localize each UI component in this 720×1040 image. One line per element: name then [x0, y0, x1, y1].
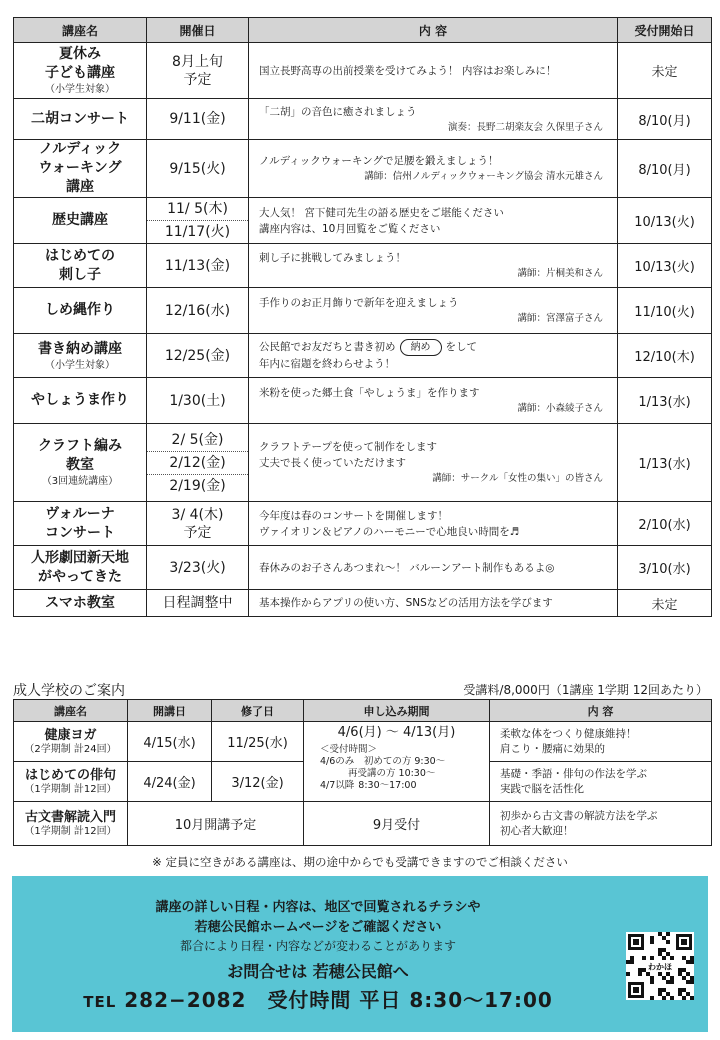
qr-module [678, 992, 682, 996]
qr-module [630, 960, 634, 964]
qr-module [658, 948, 662, 952]
lecture-desc-line: 基本操作からアプリの使い方、SNSなどの活用方法を学びます [259, 597, 553, 609]
adult-header-open: 開講日 [128, 700, 212, 722]
adult-header-apply: 申し込み期間 [304, 700, 490, 722]
lecture-name-line: 教室 [66, 457, 94, 473]
registration-start: 10/13(火) [618, 244, 712, 288]
lecture-desc-line: ヴァイオリン＆ピアノのハーモニーで心地良い時間を♬ [259, 525, 520, 538]
lecture-name-line: 刺し子 [59, 266, 101, 283]
apply-day1-repeat [320, 768, 489, 780]
lecture-date [147, 502, 249, 546]
apply-hours-label: ＜受付時間＞ [320, 744, 378, 755]
schedule-row [14, 590, 712, 617]
qr-module [630, 956, 634, 960]
lecture-name-line: 講座 [66, 179, 94, 195]
qr-module [658, 992, 662, 996]
header-date: 開催日 [147, 18, 249, 43]
qr-module [642, 968, 646, 972]
schedule-row [14, 424, 712, 502]
lecture-name-line: 二胡コンサート [31, 110, 129, 127]
lecture-content [249, 244, 618, 288]
qr-module [626, 972, 630, 976]
adult-course-title: 健康ヨガ [44, 727, 97, 743]
adult-course-name [14, 802, 128, 846]
schedule-row [14, 334, 712, 378]
qr-module [678, 988, 682, 992]
lecture-content [249, 590, 618, 617]
qr-module [638, 972, 642, 976]
qr-module [662, 988, 666, 992]
qr-module [682, 968, 686, 972]
lecture-date-line: 11/13(金) [164, 257, 231, 274]
lecture-date-line: 12/25(金) [164, 347, 231, 364]
lecture-name-line: スマホ教室 [45, 594, 115, 611]
adult-course-content [490, 762, 712, 802]
adult-desc-line: 基礎・季語・俳句の作法を学ぶ [500, 767, 647, 780]
lecture-content [249, 140, 618, 198]
qr-module [686, 960, 690, 964]
schedule-row [14, 244, 712, 288]
lecture-name [14, 502, 147, 546]
header-registration-start: 受付開始日 [618, 18, 712, 43]
reception-hours: 受付時間 平日 8:30～17:00 [267, 988, 553, 1012]
apply-day2-row [320, 780, 489, 792]
lecture-date-line: 2/ 5(金) [171, 431, 224, 448]
qr-module [658, 932, 662, 936]
lecture-name-line: しめ縄作り [45, 302, 115, 318]
qr-code-icon[interactable] [626, 932, 694, 1000]
lecture-date [147, 424, 249, 502]
lecture-date-line: 9/15(火) [169, 160, 226, 177]
contact-heading: お問合せは 若穂公民館へ [227, 962, 409, 981]
qr-module [690, 980, 694, 984]
phone-icon: TEL [83, 993, 117, 1011]
adult-course-term: （1学期制 計12回） [24, 783, 117, 795]
lecture-date-line: 2/12(金) [147, 451, 248, 474]
lecture-desc-line: 刺し子に挑戦してみましょう！ [259, 252, 406, 264]
lecture-date [147, 334, 249, 378]
kakizome-text: をして [445, 341, 477, 353]
lecture-date-line: 3/ 4(木) [171, 506, 224, 523]
apply-hours [304, 744, 489, 792]
lecture-date [147, 43, 249, 99]
adult-apply-merged: 9月受付 [304, 802, 490, 846]
qr-module [666, 992, 670, 996]
lecture-target: （3回連続講座） [41, 476, 119, 487]
contact-line-1: 講座の詳しい日程・内容は、地区で回覧されるチラシや [155, 900, 481, 915]
lecture-name-line: 子ども講座 [45, 65, 115, 81]
contact-phone-line [12, 984, 624, 1013]
lecture-desc-line: 米粉を使った郷土食「やしょうま」を作ります [259, 387, 480, 399]
registration-start: 2/10(水) [618, 502, 712, 546]
lecture-desc-line: 手作りのお正月飾りで新年を迎えましょう [259, 297, 459, 309]
lecture-date-line: 予定 [183, 524, 212, 541]
adult-row-komonjo [14, 802, 712, 846]
lecture-instructor: 講師：信州ノルディックウォーキング協会 清水元雄さん [364, 171, 603, 182]
adult-school-table [13, 699, 712, 846]
lecture-content [249, 43, 618, 99]
lecture-date [147, 244, 249, 288]
qr-module [690, 960, 694, 964]
lecture-name [14, 43, 147, 99]
qr-module [670, 980, 674, 984]
lecture-date [147, 288, 249, 334]
adult-header-end: 修了日 [212, 700, 304, 722]
lecture-name [14, 288, 147, 334]
qr-module [670, 956, 674, 960]
schedule-row [14, 43, 712, 99]
lecture-name-line: やしょうま作り [31, 392, 129, 408]
lecture-date [147, 198, 249, 244]
apply-day1: 4/6のみ [320, 756, 355, 767]
lecture-name-line: ウォーキング [38, 160, 122, 176]
qr-module [678, 968, 682, 972]
lecture-name-line: 人形劇団新天地 [31, 549, 129, 566]
qr-module [662, 976, 666, 980]
adult-course-title: はじめての俳句 [24, 767, 116, 783]
qr-module [666, 932, 670, 936]
header-lecture-name: 講座名 [14, 18, 147, 43]
lecture-date-line: 11/ 5(木) [167, 201, 228, 217]
lecture-date [147, 99, 249, 140]
lecture-content [249, 424, 618, 502]
lecture-content [249, 288, 618, 334]
apply-day2-hours: 8:30～17:00 [358, 780, 417, 791]
adult-end-date: 3/12(金) [212, 762, 304, 802]
lecture-desc-line: クラフトテープを使って制作をします [259, 441, 437, 453]
qr-module [678, 972, 682, 976]
qr-module [662, 956, 666, 960]
schedule-row [14, 378, 712, 424]
schedule-row [14, 140, 712, 198]
qr-module [670, 976, 674, 980]
lecture-desc-line: 丈夫で長く使っていただけます [259, 457, 406, 469]
schedule-row [14, 288, 712, 334]
lecture-name-line: クラフト編み [38, 438, 122, 454]
header-content: 内 容 [249, 18, 618, 43]
apply-day1-row [320, 756, 489, 768]
qr-module [650, 940, 654, 944]
contact-line-2: 若穂公民館ホームページをご確認ください [194, 920, 442, 935]
lecture-instructor: 講師：サークル「女性の集い」の皆さん [432, 473, 603, 484]
registration-start: 未定 [618, 590, 712, 617]
lecture-date-line: 9/11(金) [169, 111, 226, 127]
adult-course-term: （2学期制 計24回） [24, 743, 117, 755]
lecture-name [14, 99, 147, 140]
qr-module [666, 980, 670, 984]
adult-open-merged: 10月開講予定 [128, 802, 304, 846]
lecture-name-line: コンサート [45, 524, 115, 541]
lecture-date [147, 378, 249, 424]
registration-start: 1/13(水) [618, 424, 712, 502]
qr-module [682, 996, 686, 1000]
lecture-desc-line: 年内に宿題を終わらせよう！ [259, 358, 396, 370]
speech-bubble: 納め [400, 339, 442, 356]
lecture-name-line: 歴史講座 [52, 212, 108, 228]
apply-range: 4/6(月) ～ 4/13(月) [337, 725, 456, 740]
lecture-date-line: 予定 [183, 71, 212, 88]
adult-open-date: 4/15(水) [128, 722, 212, 762]
lecture-desc-line: 春休みのお子さんあつまれ～！ バルーンアート制作もあるよ◎ [259, 561, 555, 574]
lecture-instructor: 講師：宮澤富子さん [517, 313, 603, 324]
qr-module [642, 956, 646, 960]
qr-module [690, 956, 694, 960]
apply-day1-first: 初めての方 9:30～ [363, 756, 446, 767]
adult-desc-line: 実践で脳を活性化 [500, 782, 584, 795]
lecture-date-line: 12/16(水) [164, 302, 231, 319]
lecture-desc-line: 今年度は春のコンサートを開催します！ [259, 509, 448, 522]
adult-course-content [490, 722, 712, 762]
lecture-desc-line: 「二胡」の音色に癒されましょう [259, 105, 417, 118]
qr-module [638, 968, 642, 972]
lecture-date [147, 590, 249, 617]
lecture-date [147, 140, 249, 198]
schedule-row [14, 502, 712, 546]
schedule-header-row [14, 18, 712, 43]
qr-module [658, 988, 662, 992]
lecture-desc-line: 国立長野高専の出前授業を受けてみよう！ 内容はお楽しみに！ [259, 64, 557, 77]
adult-row-yoga [14, 722, 712, 762]
lecture-date-line: 2/19(金) [147, 474, 248, 497]
lecture-name [14, 244, 147, 288]
lecture-name-line: ノルディック [38, 141, 122, 157]
adult-open-date: 4/24(金) [128, 762, 212, 802]
registration-start: 11/10(火) [618, 288, 712, 334]
lecture-content [249, 198, 618, 244]
lecture-name [14, 334, 147, 378]
adult-school-fee: 受講料/8,000円（1講座 1学期 12回あたり） [463, 683, 708, 697]
schedule-row [14, 546, 712, 590]
qr-module [658, 952, 662, 956]
registration-start: 12/10(木) [618, 334, 712, 378]
lecture-date-line: 1/30(土) [169, 392, 226, 409]
vacancy-note: ※ 定員に空きがある講座は、期の途中からでも受講できますのでご相談ください [152, 855, 568, 869]
qr-module [658, 972, 662, 976]
qr-module [686, 972, 690, 976]
qr-module [626, 960, 630, 964]
qr-module [682, 956, 686, 960]
lecture-date-line: 日程調整中 [162, 595, 233, 611]
lecture-desc-line: 大人気！ 宮下健司先生の語る歴史をご堪能ください [259, 206, 504, 219]
qr-module [650, 956, 654, 960]
adult-school-title: 成人学校のご案内 [13, 683, 125, 699]
lecture-instructor: 講師：小森綾子さん [517, 403, 603, 414]
qr-label: わかほ [648, 962, 672, 972]
lecture-name-line: がやってきた [38, 568, 122, 585]
qr-module [662, 996, 666, 1000]
lecture-target: （小学生対象） [45, 84, 115, 95]
lecture-name [14, 546, 147, 590]
qr-module [670, 996, 674, 1000]
adult-course-name [14, 722, 128, 762]
lecture-desc-line: 講座内容は、10月回覧をご覧ください [259, 222, 441, 235]
adult-desc-line: 肩こり・腰痛に効果的 [500, 742, 605, 755]
adult-desc-line: 柔軟な体をつくり健康維持！ [500, 727, 637, 740]
phone-number: 282−2082 [124, 988, 247, 1012]
apply-day2: 4/7以降 [320, 780, 355, 791]
qr-module [646, 972, 650, 976]
lecture-desc-line [259, 339, 607, 356]
adult-course-name [14, 762, 128, 802]
registration-start: 8/10(月) [618, 99, 712, 140]
schedule-row [14, 198, 712, 244]
qr-module [686, 980, 690, 984]
adult-end-date: 11/25(水) [212, 722, 304, 762]
qr-module [650, 936, 654, 940]
lecture-date [147, 546, 249, 590]
qr-module [690, 996, 694, 1000]
schedule-body [14, 43, 712, 617]
lecture-content [249, 99, 618, 140]
lecture-name [14, 198, 147, 244]
lecture-date-line: 3/23(火) [169, 559, 226, 576]
qr-module [666, 952, 670, 956]
adult-course-term: （1学期制 計12回） [24, 825, 117, 837]
lecture-desc-line: ノルディックウォーキングで足腰を鍛えましょう！ [259, 155, 499, 167]
adult-course-content [490, 802, 712, 846]
contact-box [12, 876, 708, 1032]
qr-module [690, 976, 694, 980]
lecture-name [14, 590, 147, 617]
adult-header-row [14, 700, 712, 722]
qr-module [650, 980, 654, 984]
qr-module [650, 976, 654, 980]
lecture-name-line: 書き納め講座 [38, 340, 122, 357]
lecture-content [249, 502, 618, 546]
lecture-name-line: はじめての [45, 247, 115, 264]
qr-module [682, 976, 686, 980]
adult-header-content: 内 容 [490, 700, 712, 722]
adult-desc-line: 初歩から古文書の解読方法を学ぶ [500, 809, 658, 822]
contact-line-3: 都合により日程・内容などが変わることがあります [179, 939, 456, 953]
lecture-instructor: 演奏：長野二胡楽友会 久保里子さん [447, 121, 603, 133]
kakizome-text: 公民館でお友だちと書き初め [259, 341, 396, 353]
qr-module [650, 996, 654, 1000]
lecture-name [14, 140, 147, 198]
schedule-row [14, 99, 712, 140]
registration-start: 1/13(水) [618, 378, 712, 424]
registration-start: 10/13(火) [618, 198, 712, 244]
adult-apply-period [304, 722, 490, 802]
qr-module [662, 948, 666, 952]
lecture-content [249, 334, 618, 378]
lecture-date-line: 11/17(火) [147, 220, 248, 243]
adult-header-name: 講座名 [14, 700, 128, 722]
lecture-name-line: 夏休み [59, 46, 101, 62]
apply-day1-repeat-text: 再受講の方 10:30～ [348, 768, 436, 779]
lecture-date-line: 8月上旬 [172, 53, 223, 70]
registration-start: 8/10(月) [618, 140, 712, 198]
lecture-target: （小学生対象） [45, 359, 115, 371]
qr-module [666, 940, 670, 944]
adult-desc-line: 初心者大歓迎！ [500, 824, 574, 837]
lecture-content [249, 546, 618, 590]
qr-module [662, 936, 666, 940]
qr-module [682, 988, 686, 992]
registration-start: 3/10(水) [618, 546, 712, 590]
lecture-content [249, 378, 618, 424]
lecture-name [14, 378, 147, 424]
adult-course-title: 古文書解読入門 [24, 809, 116, 825]
lecture-schedule-table [13, 17, 712, 617]
lecture-name [14, 424, 147, 502]
qr-module [686, 992, 690, 996]
lecture-name-line: ヴォルーナ [45, 505, 115, 522]
lecture-instructor: 講師：片桐美和さん [517, 268, 603, 279]
registration-start: 未定 [618, 43, 712, 99]
qr-module [666, 972, 670, 976]
